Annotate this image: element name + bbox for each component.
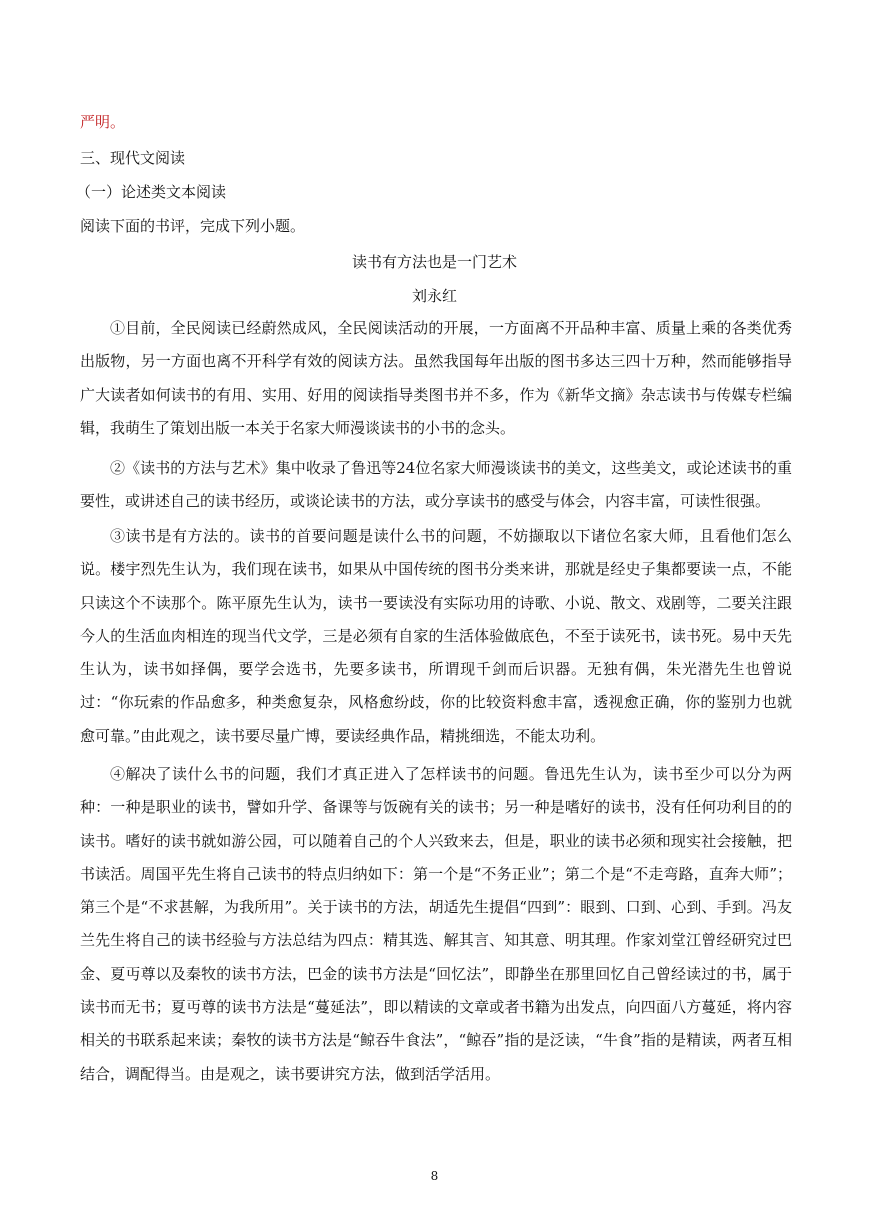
subsection-heading: （一）论述类文本阅读 (76, 183, 227, 201)
previous-answer-tail: 严明。 (80, 113, 126, 131)
article-author: 刘永红 (411, 287, 457, 305)
article-paragraph-1: ①目前，全民阅读已经蔚然成风，全民阅读活动的开展，一方面离不开品种丰富、质量上乘的各类优秀出版物，另一方面也离不开科学有效的阅读方法。虽然我国每年出版的图书多达三四十万种，然而能够指导广大读者如何读书的有用、实用、好用的阅读指导类图书并不多，作为《新华文摘》杂志读书与传媒专栏编辑，我萌生了策划出版一本关于名家大师漫谈读书的小书的念头。 (80, 319, 792, 437)
reading-instruction: 阅读下面的书评，完成下列小题。 (80, 217, 306, 235)
section-heading: 三、现代文阅读 (80, 149, 186, 167)
article-title: 读书有方法也是一门艺术 (351, 253, 517, 271)
page-number: 8 (430, 1169, 439, 1183)
article-paragraph-2: ②《读书的方法与艺术》集中收录了鲁迅等24位名家大师漫谈读书的美文，这些美文，或论述读书的重要性，或讲述自己的读书经历，或谈论读书的方法，或分享读书的感受与体会，内容丰富，可读性很强。 (80, 459, 792, 511)
article-paragraph-4: ④解决了读什么书的问题，我们才真正进入了怎样读书的问题。鲁迅先生认为，读书至少可以分为两种：一种是职业的读书，譬如升学、备课等与饭碗有关的读书；另一种是嗜好的读书，没有任何功利目的的读书。嗜好的读书就如游公园，可以随着自己的个人兴致来去，但是，职业的读书必须和现实社会接触，把书读活。周国平先生将自己读书的特点归纳如下：第一个是“不务正业”；第二个是“不走弯路，直奔大师”；第三个是“不求甚解，为我所用”。关于读书的方法，胡适先生提倡“四到”：眼到、口到、心到、手到。冯友兰先生将自己的读书经验与方法总结为四点：精其选、解其言、知其意、明其理。作家刘堂江曾经研究过巴金、夏丏尊以及秦牧的读书方法，巴金的读书方法是“回忆法”，即静坐在那里回忆自己曾经读过的书，属于读书而无书；夏丏尊的读书方法是“蔓延法”，即以精读的文章或者书籍为出发点，向四面八方蔓延，将内容相关的书联系起来读；秦牧的读书方法是“鲸吞牛食法”，“鲸吞”指的是泛读，“牛食”指的是精读，两者互相结合，调配得当。由是观之，读书要讲究方法，做到活学活用。 (80, 765, 792, 1083)
article-paragraph-3: ③读书是有方法的。读书的首要问题是读什么书的问题，不妨撷取以下诸位名家大师，且看他们怎么说。楼宇烈先生认为，我们现在读书，如果从中国传统的图书分类来讲，那就是经史子集都要读一点，不能只读这个不读那个。陈平原先生认为，读书一要读没有实际功用的诗歌、小说、散文、戏剧等，二要关注跟今人的生活血肉相连的现当代文学，三是必须有自家的生活体验做底色，不至于读死书，读书死。易中天先生认为，读书如择偶，要学会选书，先要多读书，所谓现千剑而后识器。无独有偶，朱光潜先生也曾说过：“你玩索的作品愈多，种类愈复杂，风格愈纷歧，你的比较资料愈丰富，透视愈正确，你的鉴别力也就愈可靠。”由此观之，读书要尽量广博，要读经典作品，精挑细选，不能太功利。 (80, 527, 792, 745)
